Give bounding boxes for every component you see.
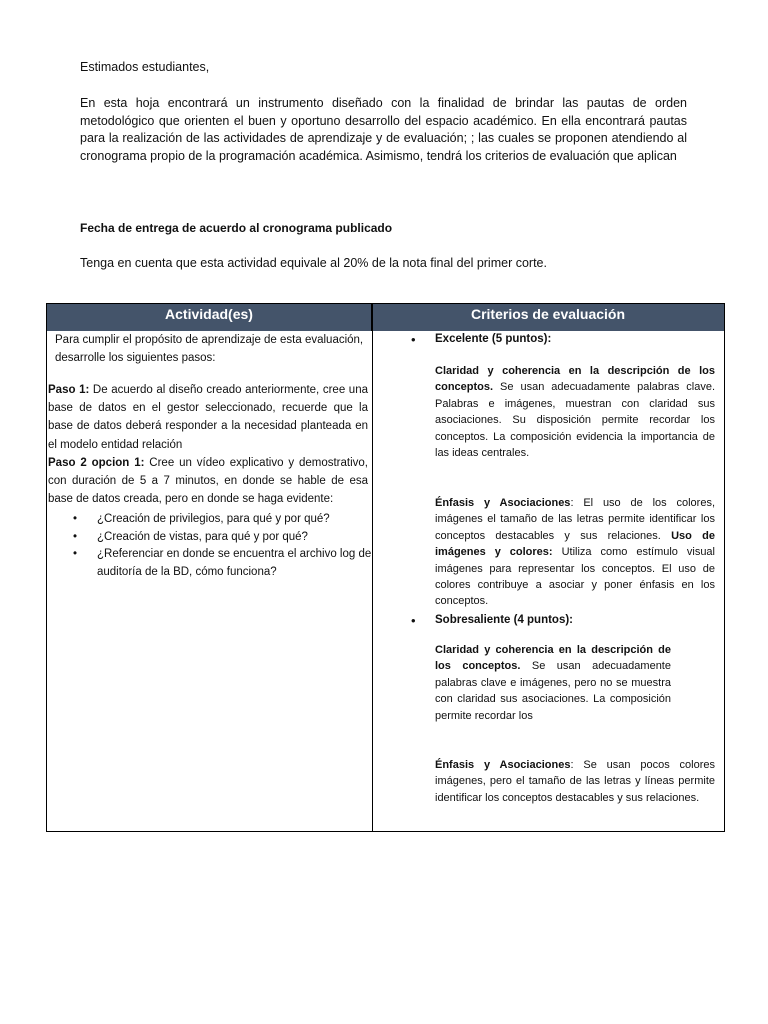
bullet-icon: • xyxy=(411,613,416,628)
questions-list xyxy=(47,511,372,581)
step-2 xyxy=(48,454,368,509)
activities-intro-2: desarrolle los siguientes pasos: xyxy=(55,352,216,365)
list-item: • ¿Creación de vistas, para qué y por qué? xyxy=(47,529,372,547)
bullet-icon: • xyxy=(73,530,78,543)
greeting: Estimados estudiantes, xyxy=(80,60,210,74)
bullet-icon: • xyxy=(73,548,78,560)
activity-table xyxy=(46,303,725,832)
header-activities: Actividad(es) xyxy=(47,304,372,331)
column-divider xyxy=(372,304,373,831)
sobresaliente-claridad: Claridad y coherencia en la descripción de los conceptos. Se usan adecuadamente palabras clave e imágenes, pero no se muestra con claridad sus asociaciones. La composición permite recordar los xyxy=(435,644,671,722)
activities-intro-1: Para cumplir el propósito de aprendizaje de esta evaluación, xyxy=(55,334,364,346)
list-item: • ¿Referenciar en donde se encuentra el archivo log de auditoría de la BD, cómo funciona? xyxy=(73,548,372,578)
step-1-label: Paso 1: xyxy=(48,384,90,396)
step-1 xyxy=(48,381,368,454)
header-criteria: Criterios de evaluación xyxy=(372,304,724,331)
list-item: • ¿Creación de privilegios, para qué y por qué? xyxy=(47,511,372,529)
step-2-label: Paso 2 opcion 1: xyxy=(48,457,145,469)
step-1-text: De acuerdo al diseño creado anteriormente, cree una base de datos en el gestor seleccionado, recuerde que la base de datos deberá responder a la necesidad planteada en el modelo entidad relación xyxy=(48,384,368,451)
bullet-icon: • xyxy=(411,332,416,347)
excelente-enfasis: Énfasis y Asociaciones: El uso de los colores, imágenes el tamaño de las letras permite identificar los conceptos destacables y sus relaciones. Uso de imágenes y colores: Utiliza como estímulo visual imágenes para representar los conceptos. El uso de colores contribuye a asociar y poner énfasis en los conceptos. xyxy=(435,497,715,608)
bullet-icon: • xyxy=(73,513,78,525)
due-date-heading: Fecha de entrega de acuerdo al cronograma publicado xyxy=(80,221,393,235)
step-2-text: Cree un vídeo explicativo y demostrativo, con duración de 5 a 7 minutos, en donde se hable de esa base de datos creada, pero en donde se haga evidente: xyxy=(48,457,368,506)
sobresaliente-heading: Sobresaliente (4 puntos): xyxy=(435,614,574,626)
excelente-heading: Excelente (5 puntos): xyxy=(435,333,552,345)
weight-note: Tenga en cuenta que esta actividad equivale al 20% de la nota final del primer corte. xyxy=(80,256,547,270)
activities-cell xyxy=(47,331,372,578)
sobresaliente-enfasis: Énfasis y Asociaciones: Se usan pocos colores imágenes, pero el tamaño de las letras y líneas permite identificar los conceptos destacables y sus relaciones. xyxy=(435,759,716,804)
intro-paragraph: En esta hoja encontrará un instrumento diseñado con la finalidad de brindar las pautas de orden metodológico que orienten el buen y oportuno desarrollo del espacio académico. En ella encontrará pautas para la realización de las actividades de aprendizaje y de evaluación; ; las cuales se proponen atendiendo al cronograma propio de la programación académica. Asimismo, tendrá los criterios de evaluación que aplican xyxy=(80,96,687,163)
excelente-claridad: Claridad y coherencia en la descripción de los conceptos. Se usan adecuadamente palabras clave. Palabras e imágenes, muestran con claridad sus asociaciones. Su disposición permite recordar los conceptos. La composición evidencia la importancia de las ideas centrales. xyxy=(435,365,716,460)
